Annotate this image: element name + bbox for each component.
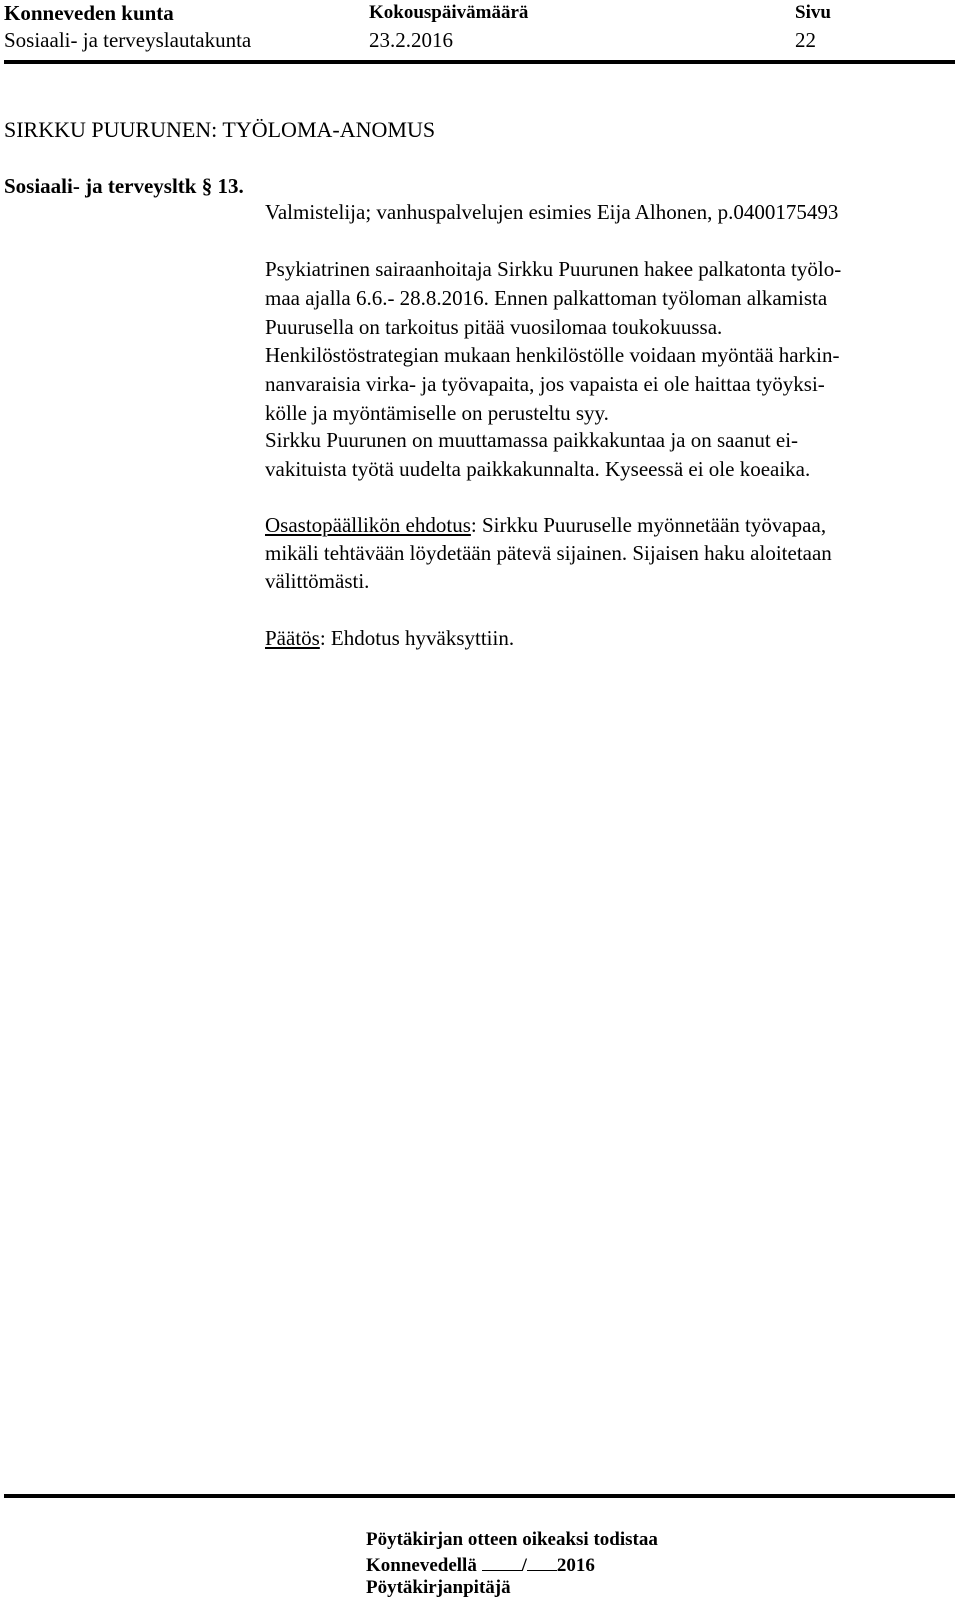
secretary-label: Pöytäkirjanpitäjä <box>366 1577 511 1598</box>
header-rule <box>4 60 955 64</box>
place-name: Konnevedellä <box>366 1555 477 1576</box>
proposal-line <box>265 512 826 538</box>
page-label: Sivu <box>795 2 831 23</box>
decision-label: Päätös <box>265 626 320 650</box>
day-blank <box>482 1552 522 1571</box>
date-label: Kokouspäivämäärä <box>369 2 529 23</box>
decision-text: : Ehdotus hyväksyttiin. <box>319 626 515 650</box>
footer-year: 2016 <box>556 1555 595 1576</box>
certification-line: Pöytäkirjan otteen oikeaksi todistaa <box>366 1529 658 1550</box>
body-line: kölle ja myöntämiselle on perusteltu syy. <box>265 401 609 425</box>
body-line: Sirkku Puurunen on muuttamassa paikkakuntaa ja on saanut ei- <box>265 428 799 452</box>
body-line: Henkilöstöstrategian mukaan henkilöstölle voidaan myöntää harkin- <box>265 343 840 367</box>
body-line: Puurusella on tarkoitus pitää vuosilomaa toukokuussa. <box>265 315 723 339</box>
preparer-line: Valmistelija; vanhuspalvelujen esimies Eija Alhonen, p.0400175493 <box>265 200 839 224</box>
body-line: vakituista työtä uudelta paikkakunnalta. Kyseessä ei ole koeaika. <box>265 457 811 481</box>
footer-rule <box>4 1494 955 1498</box>
proposal-line: välittömästi. <box>265 569 370 593</box>
body-line: nanvaraisia virka- ja työvapaita, jos vapaista ei ole haittaa työyksi- <box>265 372 825 396</box>
document-title: SIRKKU PUURUNEN: TYÖLOMA-ANOMUS <box>4 117 436 142</box>
meeting-date: 23.2.2016 <box>369 28 453 52</box>
decision-line <box>265 625 514 651</box>
date-slash: / <box>521 1555 527 1576</box>
body-line: Psykiatrinen sairaanhoitaja Sirkku Puurunen hakee palkatonta työlo- <box>265 257 842 281</box>
proposal-line: mikäli tehtävään löydetään pätevä sijainen. Sijaisen haku aloitetaan <box>265 541 832 565</box>
month-blank <box>527 1552 557 1571</box>
proposal-label: Osastopäällikön ehdotus <box>265 513 471 537</box>
proposal-text: : Sirkku Puuruselle myönnetään työvapaa, <box>470 513 827 537</box>
place-date-line <box>366 1552 595 1578</box>
body-line: maa ajalla 6.6.- 28.8.2016. Ennen palkattoman työloman alkamista <box>265 286 828 310</box>
org-name: Konneveden kunta <box>4 1 174 25</box>
page-number: 22 <box>795 28 816 52</box>
board-name: Sosiaali- ja terveyslautakunta <box>4 28 252 52</box>
section-heading: Sosiaali- ja terveysltk § 13. <box>4 174 244 198</box>
